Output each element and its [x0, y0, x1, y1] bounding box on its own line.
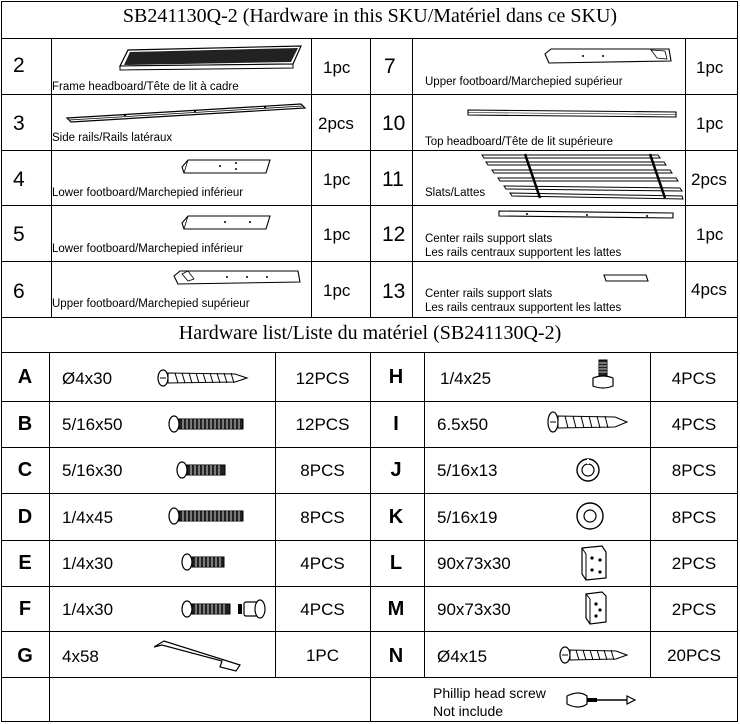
part-description: Top headboard/Tête de lit supérieure [425, 136, 613, 148]
hardware-letter: M [387, 598, 405, 620]
short-bolt-icon [175, 460, 230, 480]
part-description: Center rails support slats [425, 288, 553, 300]
hardware-letter: E [18, 552, 32, 574]
lower-footboard-icon [180, 213, 275, 235]
divider [1, 540, 738, 541]
slats-icon [480, 152, 685, 202]
part-description: Side rails/Rails latéraux [52, 132, 173, 144]
part-number: 3 [13, 112, 25, 135]
long-bolt-icon [167, 506, 247, 526]
hardware-letter: N [388, 645, 404, 667]
wood-screw-icon [545, 410, 630, 434]
allen-key-icon [150, 637, 245, 673]
hardware-spec: Ø4x15 [437, 647, 488, 666]
hardware-letter: L [389, 552, 403, 574]
hardware-quantity: 20PCS [667, 646, 721, 665]
part-number: 13 [382, 280, 406, 303]
part-quantity: 1pc [323, 170, 351, 189]
wood-screw-icon [155, 368, 250, 388]
hardware-letter: J [390, 459, 402, 481]
part-description: Upper footboard/Marchepied supérieur [425, 76, 623, 88]
part-quantity: 1pc [323, 58, 351, 77]
hardware-spec: 5/16x19 [437, 508, 498, 527]
hardware-spec: 90x73x30 [437, 600, 511, 619]
part-number: 5 [13, 223, 25, 246]
screwdriver-icon [565, 690, 637, 712]
hardware-quantity: 12PCS [295, 415, 350, 434]
divider [1, 401, 738, 402]
footer-note-line2: Not include [433, 703, 504, 719]
divider [49, 352, 50, 722]
wood-screw-icon [558, 645, 630, 665]
hardware-quantity: 4PCS [671, 369, 717, 388]
upper-footboard-icon [543, 46, 675, 70]
hardware-quantity: 4PCS [300, 554, 345, 573]
lower-footboard-icon [180, 157, 275, 179]
divider [1, 261, 738, 262]
document-title: SB241130Q-2 (Hardware in this SKU/Matériel dans ce SKU) [122, 5, 618, 27]
bolt-with-barrel-nut-icon [180, 597, 270, 621]
hardware-letter: K [388, 506, 404, 528]
part-number: 12 [382, 223, 406, 246]
part-description: Center rails support slats [425, 233, 553, 245]
divider [1, 205, 738, 206]
hardware-quantity: 8PCS [671, 508, 717, 527]
part-description: Lower footboard/Marchepied inférieur [52, 187, 244, 199]
hardware-spec: 1/4x30 [62, 554, 114, 573]
hardware-spec: 4x58 [62, 647, 99, 666]
hardware-spec: 5/16x13 [437, 461, 498, 480]
divider [1, 94, 738, 95]
hardware-quantity: 4PCS [671, 415, 717, 434]
flat-washer-icon [574, 500, 606, 532]
part-description: Slats/Lattes [425, 187, 486, 199]
divider [311, 38, 312, 317]
divider [685, 38, 686, 317]
hardware-letter: B [17, 413, 33, 435]
part-quantity: 4pcs [691, 280, 727, 299]
divider [1, 586, 738, 587]
hardware-spec: 1/4x25 [440, 369, 492, 388]
hardware-letter: H [388, 366, 404, 388]
part-description: Upper footboard/Marchepied supérieur [52, 298, 250, 310]
hardware-quantity: 2PCS [671, 554, 717, 573]
part-quantity: 1pc [323, 281, 351, 300]
part-number: 2 [13, 54, 25, 77]
long-bolt-icon [167, 414, 247, 434]
divider [1, 150, 738, 151]
hardware-quantity: 1PC [305, 646, 340, 665]
divider [370, 38, 371, 317]
side-rail-icon [65, 100, 307, 124]
part-description-fr: Les rails centraux supportent les lattes [425, 247, 622, 259]
part-quantity: 2pcs [691, 170, 727, 189]
divider [1, 493, 738, 494]
hardware-letter: G [17, 645, 33, 667]
part-description: Lower footboard/Marchepied inférieur [52, 243, 244, 255]
hardware-spec: 1/4x30 [62, 600, 114, 619]
hardware-quantity: 4PCS [300, 600, 345, 619]
divider [412, 38, 413, 317]
hardware-spec: 1/4x45 [62, 508, 114, 527]
hardware-quantity: 2PCS [671, 600, 717, 619]
part-number: 6 [13, 280, 25, 303]
part-quantity: 2pcs [318, 114, 354, 133]
frame-headboard-icon [118, 44, 303, 80]
hardware-letter: D [17, 506, 33, 528]
divider [1, 447, 738, 448]
hardware-letter: C [17, 459, 33, 481]
divider [1, 317, 738, 318]
hardware-letter: A [17, 366, 33, 388]
hardware-list-title: Hardware list/Liste du matériel (SB241130Q-2) [178, 322, 562, 344]
part-quantity: 1pc [696, 114, 724, 133]
part-quantity: 1pc [323, 225, 351, 244]
hardware-quantity: 12PCS [295, 369, 350, 388]
footer-note-line1: Phillip head screw [433, 685, 546, 701]
part-description: Frame headboard/Tête de lit à cadre [52, 81, 239, 93]
part-number: 10 [382, 112, 406, 135]
hardware-quantity: 8PCS [300, 461, 345, 480]
divider [1, 677, 738, 678]
spring-washer-icon [574, 456, 602, 484]
part-quantity: 1pc [696, 225, 724, 244]
divider [370, 352, 371, 722]
bracket-icon [580, 590, 610, 626]
short-rail-icon [602, 272, 650, 286]
bracket-icon [578, 544, 610, 582]
part-number: 7 [384, 55, 396, 78]
part-number: 4 [13, 168, 25, 191]
top-headboard-icon [466, 106, 680, 122]
part-quantity: 1pc [696, 58, 724, 77]
hardware-quantity: 8PCS [671, 461, 717, 480]
hardware-letter: I [393, 413, 399, 435]
hardware-spec: 5/16x30 [62, 461, 123, 480]
part-description-fr: Les rails centraux supportent les lattes [425, 302, 622, 314]
hardware-spec: 6.5x50 [437, 415, 489, 434]
part-number: 11 [382, 168, 404, 191]
upper-footboard-icon [172, 268, 304, 290]
center-rail-icon [497, 208, 677, 222]
short-bolt-icon [180, 552, 230, 572]
hardware-spec: Ø4x30 [62, 369, 113, 388]
hardware-spec: 90x73x30 [437, 554, 511, 573]
leveling-foot-icon [588, 358, 618, 392]
hardware-quantity: 8PCS [300, 508, 345, 527]
divider [1, 631, 738, 632]
hardware-letter: F [18, 598, 32, 620]
hardware-spec: 5/16x50 [62, 415, 123, 434]
